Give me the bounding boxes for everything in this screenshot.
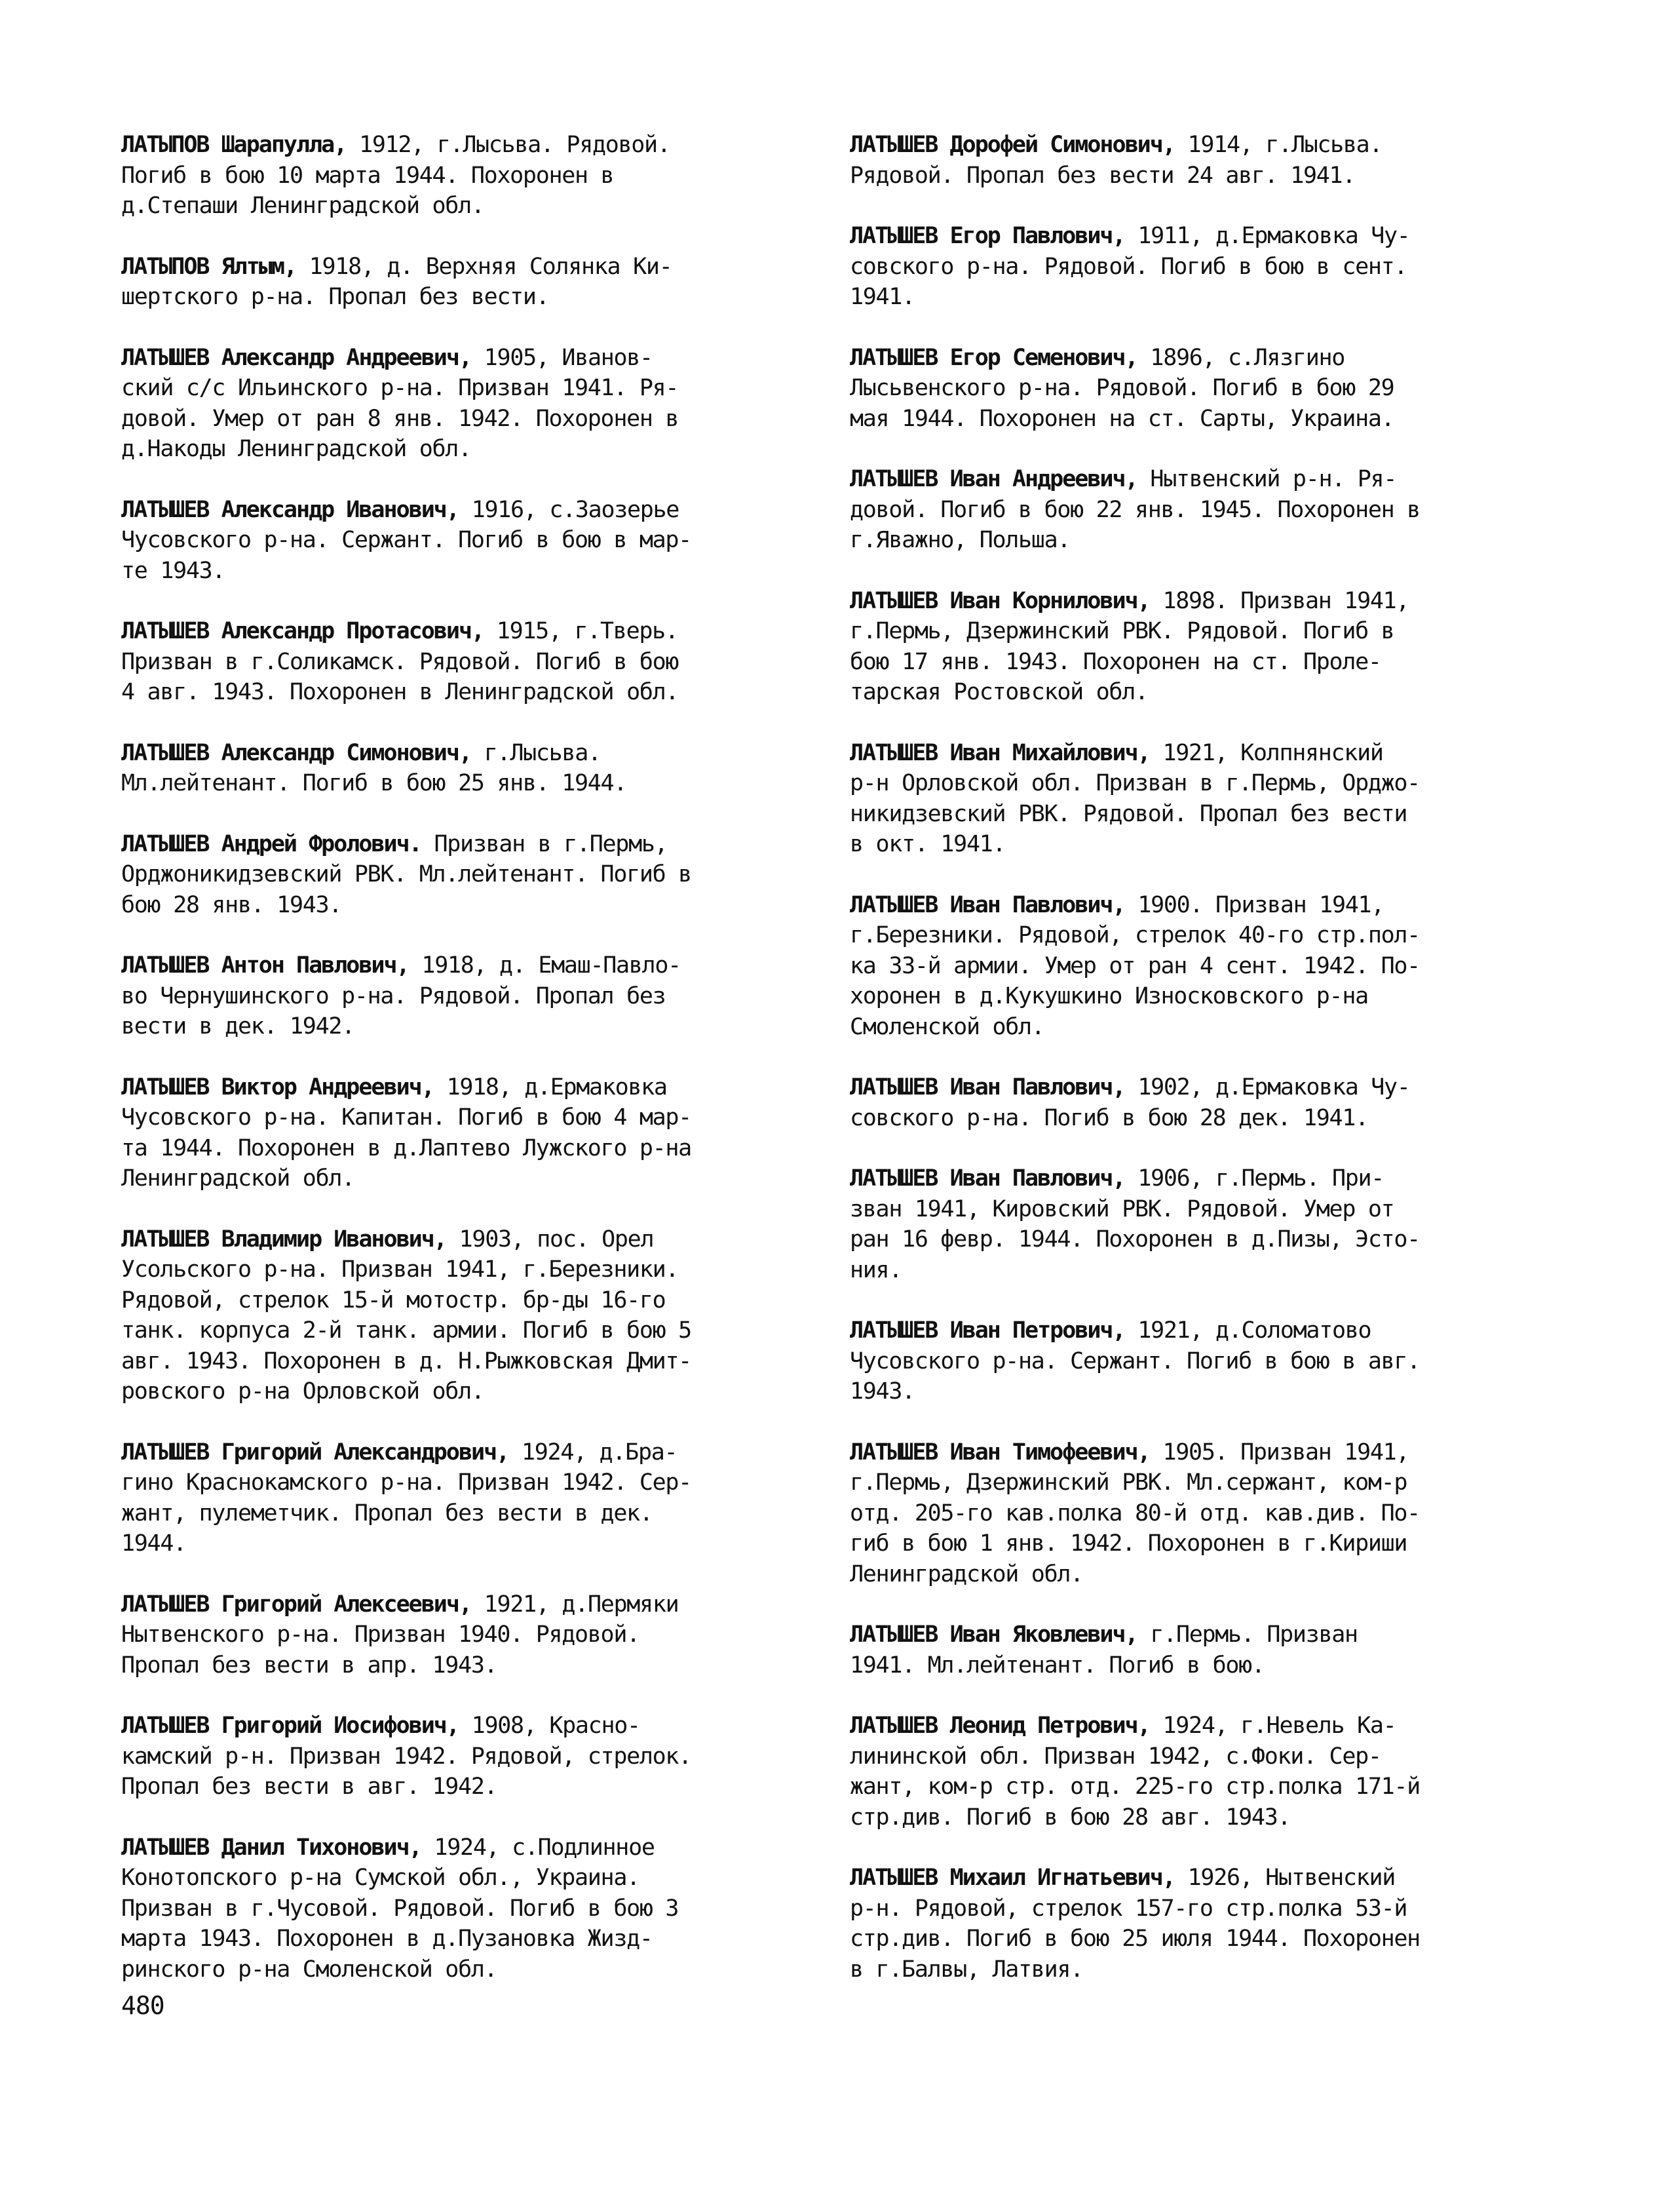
entry xyxy=(121,495,812,587)
entry xyxy=(850,738,1541,860)
entry xyxy=(121,1224,812,1407)
entry-text: 1903, пос. Орел Усольского р-на. Призван 1941, г.Березники. Рядовой, стрелок 15-й мотостр. бр-ды 16-го танк. корпуса 2-й танк. армии. Погиб в бою 5 авг. 1943. Похоронен в д. Н.Рыжковская Дмит- ровского р-на Орловской обл. xyxy=(121,1226,691,1405)
entry xyxy=(850,1620,1541,1680)
entry-name: ЛАТЫШЕВ Григорий Алексеевич, xyxy=(121,1591,472,1618)
entry xyxy=(850,1863,1541,1985)
entry xyxy=(121,950,812,1042)
entry-name: ЛАТЫШЕВ Александр Симонович, xyxy=(121,739,472,766)
entry-text: 1918, д. Верхняя Солянка Ки- шертского р-на. Пропал без вести. xyxy=(121,253,672,310)
entry-name: ЛАТЫШЕВ Александр Протасович, xyxy=(121,618,484,644)
entry xyxy=(121,1589,812,1681)
entry xyxy=(850,890,1541,1043)
entry-text: 1900. Призван 1941, г.Березники. Рядовой, стрелок 40-го стр.пол- ка 33-й армии. Умер от ран 4 сент. 1942. По- хоронен в д.Кукушкино Износковского р-на Смоленской обл. xyxy=(850,891,1420,1040)
entry-text: 1896, с.Лязгино Лысьвенского р-на. Рядовой. Погиб в бою 29 мая 1944. Похоронен на ст. Сарты, Украина. xyxy=(850,344,1394,432)
entry xyxy=(121,829,812,921)
entry xyxy=(850,1072,1541,1133)
entry-name: ЛАТЫПОВ Шарапулла, xyxy=(121,132,347,158)
entry-name: ЛАТЫШЕВ Данил Тихонович, xyxy=(121,1834,421,1861)
entry-name: ЛАТЫШЕВ Иван Корнилович, xyxy=(850,587,1150,614)
entry-text: 1911, д.Ермаковка Чу- совского р-на. Рядовой. Погиб в бою в сент. 1941. xyxy=(850,223,1410,310)
entry-name: ЛАТЫШЕВ Григорий Иосифович, xyxy=(121,1713,459,1739)
entry-text: 1905, Иванов- ский с/с Ильинского р-на. Призван 1941. Ря- довой. Умер от ран 8 янв. 1942. Похоронен в д.Накоды Ленинградской обл. xyxy=(121,344,679,462)
entry xyxy=(850,1163,1541,1285)
entry-name: ЛАТЫШЕВ Иван Андреевич, xyxy=(850,466,1137,492)
entry-text: 1912, г.Лысьва. Рядовой. Погиб в бою 10 марта 1944. Похоронен в д.Степаши Ленинградской обл. xyxy=(121,132,670,219)
entry xyxy=(121,1833,812,1985)
entry xyxy=(121,1711,812,1802)
entry-name: ЛАТЫШЕВ Иван Михайлович, xyxy=(850,739,1150,766)
entry xyxy=(850,464,1541,556)
entry xyxy=(850,130,1541,191)
entry-text: 1916, с.Заозерье Чусовского р-на. Сержант. Погиб в бою в мар- те 1943. xyxy=(121,496,691,584)
entry-text: 1924, д.Бра- гино Краснокамского р-на. Призван 1942. Сер- жант, пулеметчик. Пропал без вести в дек. 1944. xyxy=(121,1439,691,1557)
entry-name: ЛАТЫШЕВ Иван Яковлевич, xyxy=(850,1621,1137,1648)
entry-text: г.Пермь. Призван 1941. Мл.лейтенант. Погиб в бою. xyxy=(850,1621,1358,1678)
entry-text: 1914, г.Лысьва. Рядовой. Пропал без вести 24 авг. 1941. xyxy=(850,132,1383,189)
entry xyxy=(850,1315,1541,1407)
entry-name: ЛАТЫШЕВ Иван Павлович, xyxy=(850,1074,1125,1100)
entry-text: 1926, Нытвенский р-н. Рядовой, стрелок 157-го стр.полка 53-й стр.див. Погиб в бою 25 июля 1944. Похоронен в г.Балвы, Латвия. xyxy=(850,1865,1420,1983)
entry xyxy=(121,130,812,222)
entry-text: 1906, г.Пермь. При- зван 1941, Кировский РВК. Рядовой. Умер от ран 16 февр. 1944. Похоронен в д.Пизы, Эсто- ния. xyxy=(850,1165,1420,1283)
entry-text: 1908, Красно- камский р-н. Призван 1942. Рядовой, стрелок. Пропал без вести в авг. 1942. xyxy=(121,1713,691,1800)
entry-name: ЛАТЫШЕВ Егор Павлович, xyxy=(850,223,1125,249)
right-column xyxy=(850,130,1541,2015)
entry-name: ЛАТЫШЕВ Леонид Петрович, xyxy=(850,1713,1150,1739)
entry-name: ЛАТЫШЕВ Александр Иванович, xyxy=(121,496,459,523)
entry-name: ЛАТЫШЕВ Андрей Фролович. xyxy=(121,830,421,857)
entry-text: 1921, д.Соломатово Чусовского р-на. Сержант. Погиб в бою в авг. 1943. xyxy=(850,1317,1420,1405)
entry-name: ЛАТЫШЕВ Виктор Андреевич, xyxy=(121,1074,434,1100)
entry-text: 1924, с.Подлинное Конотопского р-на Сумской обл., Украина. Призван в г.Чусовой. Рядовой. Погиб в бою 3 марта 1943. Похоронен в д.Пузановка Жизд- ринского р-на Смоленской обл. xyxy=(121,1834,679,1983)
entry xyxy=(121,343,812,465)
entry xyxy=(121,738,812,799)
entry-name: ЛАТЫПОВ Ялтым, xyxy=(121,253,297,280)
entry-text: 1924, г.Невель Ка- лининской обл. Призван 1942, с.Фоки. Сер- жант, ком-р стр. отд. 225-го стр.полка 171-й стр.див. Погиб в бою 28 авг. 1943. xyxy=(850,1713,1420,1831)
entry xyxy=(850,586,1541,708)
entry-text: 1905. Призван 1941, г.Пермь, Дзержинский РВК. Мл.сержант, ком-р отд. 205-го кав.полка 80-й отд. кав.див. По- гиб в бою 1 янв. 1942. Похоронен в г.Кириши Ленинградской обл. xyxy=(850,1439,1420,1587)
entry xyxy=(121,1437,812,1559)
entry-name: ЛАТЫШЕВ Владимир Иванович, xyxy=(121,1226,446,1252)
entry xyxy=(850,221,1541,313)
entry-text: 1898. Призван 1941, г.Пермь, Дзержинский РВК. Рядовой. Погиб в бою 17 янв. 1943. Похоронен на ст. Проле- тарская Ростовской обл. xyxy=(850,587,1409,705)
entry-name: ЛАТЫШЕВ Иван Петрович, xyxy=(850,1317,1125,1344)
entry-name: ЛАТЫШЕВ Антон Павлович, xyxy=(121,952,409,979)
entry xyxy=(121,1072,812,1194)
entry-text: Призван в г.Пермь, Орджоникидзевский РВК. Мл.лейтенант. Погиб в бою 28 янв. 1943. xyxy=(121,830,691,918)
entry-name: ЛАТЫШЕВ Григорий Александрович, xyxy=(121,1439,509,1465)
entry-text: Нытвенский р-н. Ря- довой. Погиб в бою 22 янв. 1945. Похоронен в г.Яважно, Польша. xyxy=(850,466,1420,553)
entry-text: г.Лысьва. Мл.лейтенант. Погиб в бою 25 янв. 1944. xyxy=(121,739,627,796)
entry xyxy=(850,1437,1541,1590)
entry-name: ЛАТЫШЕВ Егор Семенович, xyxy=(850,344,1137,371)
entry-name: ЛАТЫШЕВ Иван Павлович, xyxy=(850,891,1125,918)
entry-text: 1918, д.Ермаковка Чусовского р-на. Капитан. Погиб в бою 4 мар- та 1944. Похоронен в д.Лаптево Лужского р-на Ленинградской обл. xyxy=(121,1074,691,1192)
page-number: 480 xyxy=(121,1991,164,2020)
entry-name: ЛАТЫШЕВ Александр Андреевич, xyxy=(121,344,472,371)
entry-name: ЛАТЫШЕВ Иван Павлович, xyxy=(850,1165,1125,1192)
entry xyxy=(121,252,812,313)
entry-name: ЛАТЫШЕВ Иван Тимофеевич, xyxy=(850,1439,1150,1465)
entry xyxy=(121,616,812,708)
entry-text: 1921, Колпнянский р-н Орловской обл. Призван в г.Пермь, Орджо- никидзевский РВК. Рядовой. Пропал без вести в окт. 1941. xyxy=(850,739,1420,857)
entry-text: 1915, г.Тверь. Призван в г.Соликамск. Рядовой. Погиб в бою 4 авг. 1943. Похоронен в Ленинградской обл. xyxy=(121,618,679,705)
entry-name: ЛАТЫШЕВ Михаил Игнатьевич, xyxy=(850,1865,1175,1891)
entry-text: 1902, д.Ермаковка Чу- совского р-на. Погиб в бою 28 дек. 1941. xyxy=(850,1074,1410,1131)
entry-text: 1918, д. Емаш-Павло- во Чернушинского р-на. Рядовой. Пропал без вести в дек. 1942. xyxy=(121,952,681,1039)
entry-name: ЛАТЫШЕВ Дорофей Симонович, xyxy=(850,132,1175,158)
entry xyxy=(850,343,1541,435)
left-column xyxy=(121,130,812,2015)
entry xyxy=(850,1711,1541,1833)
entry-text: 1921, д.Пермяки Нытвенского р-на. Призван 1940. Рядовой. Пропал без вести в апр. 1943. xyxy=(121,1591,679,1678)
